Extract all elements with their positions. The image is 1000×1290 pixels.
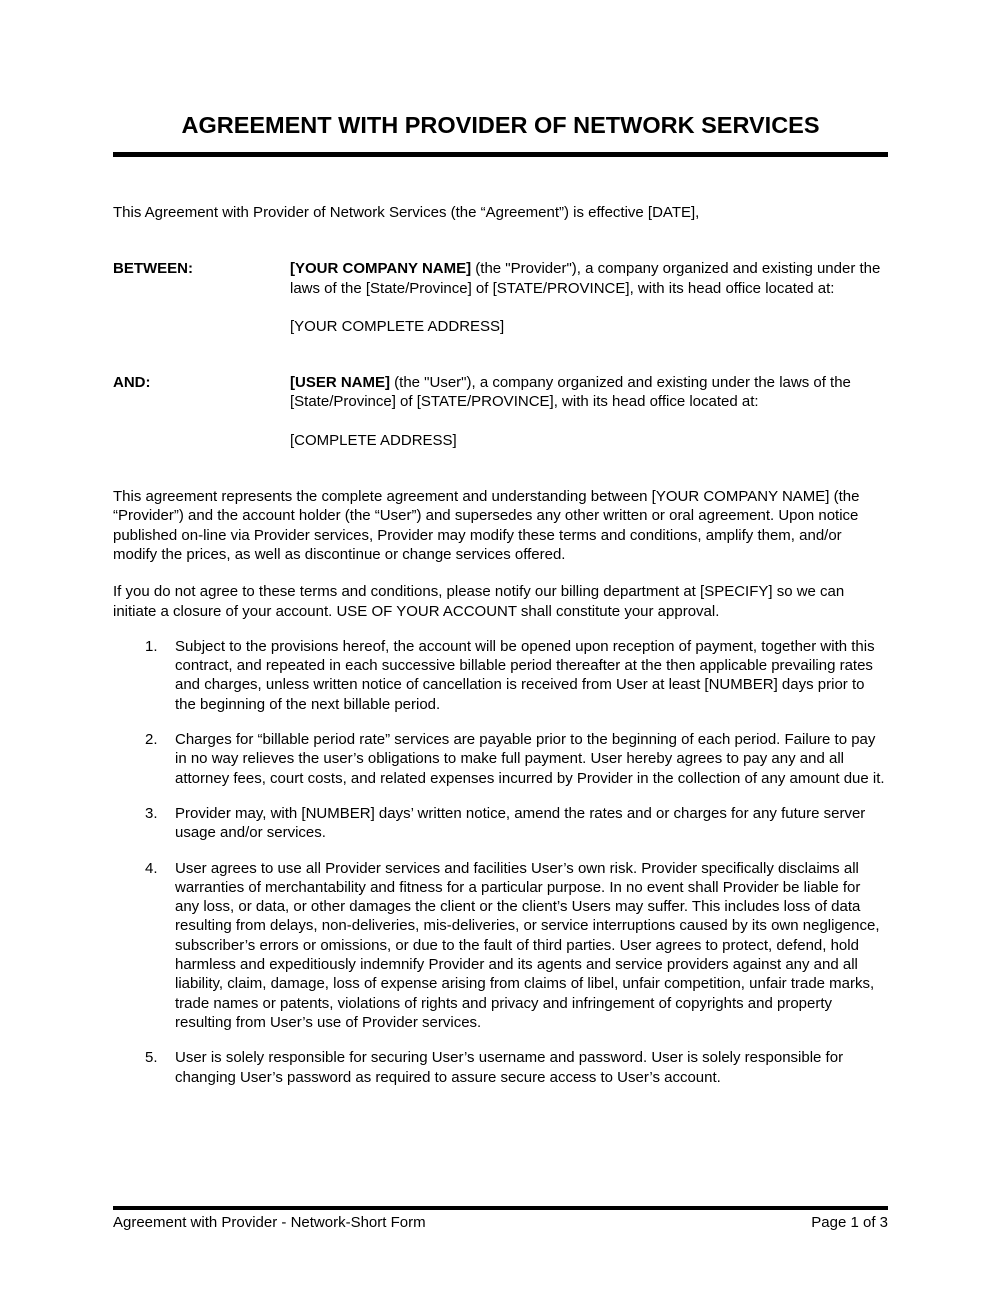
list-item-5-number: 5. — [145, 1049, 158, 1067]
list-item-1-text: Subject to the provisions hereof, the account will be opened upon reception of payment, together with this contract, and repeated in each successive billable period thereafter at the then applicable prevailing rates and charges, unless written notice of cancellation is received from User at least [NUMBER] days prior to the beginning of the next billable period. — [175, 637, 875, 713]
footer-document-name: Agreement with Provider - Network-Short Form — [113, 1214, 426, 1231]
party-description-rest-user: (the "User"), a company organized and existing under the laws of the [State/Province] of [STATE/PROVINCE], with its head office located at: — [290, 374, 851, 411]
footer-divider — [113, 1206, 888, 1210]
body-paragraph-approval: If you do not agree to these terms and conditions, please notify our billing department at [SPECIFY] so we can initiate a closure of your account. USE OF YOUR ACCOUNT shall constitute your approval. — [113, 583, 845, 620]
intro-paragraph: This Agreement with Provider of Network Services (the “Agreement”) is effective [DATE], — [113, 204, 700, 221]
title-divider — [113, 152, 888, 157]
numbered-clause-list — [113, 637, 888, 1087]
list-item-2-number: 2. — [145, 731, 158, 749]
list-item-3-number: 3. — [145, 804, 158, 822]
body-paragraph-complete-agreement: This agreement represents the complete agreement and understanding between [YOUR COMPANY NAME] (the “Provider”) and the account holder (the “User”) and supersedes any other written or oral agreement. Upon notice published on-line via Provider services, Provider may modify these terms and conditions, amplify them, and/or modify the prices, as well as discontinue or change services offered. — [113, 488, 860, 563]
party-block-and — [113, 373, 888, 450]
party-description-between — [290, 259, 888, 298]
page-footer — [113, 1206, 888, 1232]
list-item-2 — [113, 730, 888, 788]
party-address-placeholder-user: [COMPLETE ADDRESS] — [290, 431, 457, 449]
party-address-placeholder-provider: [YOUR COMPLETE ADDRESS] — [290, 317, 505, 335]
page-title: AGREEMENT WITH PROVIDER OF NETWORK SERVICES — [181, 112, 820, 138]
party-body-and — [290, 373, 888, 450]
party-description-rest-provider: (the "Provider"), a company organized and existing under the laws of the [State/Province] of [STATE/PROVINCE], with its head office located at: — [290, 260, 881, 297]
list-item-3-text: Provider may, with [NUMBER] days’ written notice, amend the rates and or charges for any future server usage and/or services. — [175, 804, 866, 842]
party-name-placeholder-user: [USER NAME] — [290, 374, 390, 392]
party-label-and: AND: — [113, 374, 151, 392]
footer-row — [113, 1213, 888, 1232]
list-item-1-number: 1. — [145, 637, 158, 655]
footer-page-number: Page 1 of 3 — [811, 1214, 888, 1231]
list-item-1 — [113, 637, 888, 714]
party-name-placeholder-provider: [YOUR COMPANY NAME] — [290, 260, 472, 278]
party-label-between: BETWEEN: — [113, 260, 193, 278]
list-item-2-text: Charges for “billable period rate” services are payable prior to the beginning of each period. Failure to pay in no way relieves the user’s obligations to make full payment. User hereby agrees to pay any and all attorney fees, court costs, and related expenses incurred by Provider in the collection of any amount due it. — [175, 731, 885, 787]
list-item-3 — [113, 804, 888, 843]
party-description-and — [290, 373, 888, 412]
party-body-between — [290, 259, 888, 336]
party-block-between — [113, 259, 888, 336]
list-item-5 — [113, 1048, 888, 1087]
list-item-4-text: User agrees to use all Provider services and facilities User’s own risk. Provider specifically disclaims all warranties of merchantability and fitness for a particular purpose. In no event shall Provider be liable for any loss, or data, or other damages the client or the client’s Users may suffer. This includes loss of data resulting from delays, non-deliveries, mis-deliveries, or service interruptions caused by its own negligence, subscriber’s errors or omissions, or due to the fault of third parties. User agrees to protect, defend, hold harmless and expeditiously indemnify Provider and its agents and service providers against any and all liability, claim, damage, loss of expense arising from claims of libel, unfair competition, unfair trade marks, trade names or patents, violations of rights and privacy and infringement of copyrights and property resulting from User’s use of Provider services. — [175, 859, 880, 1031]
list-item-4-number: 4. — [145, 859, 158, 877]
list-item-4 — [113, 859, 888, 1033]
list-item-5-text: User is solely responsible for securing User’s username and password. User is solely responsible for changing User’s password as required to assure secure access to User’s account. — [175, 1049, 844, 1086]
